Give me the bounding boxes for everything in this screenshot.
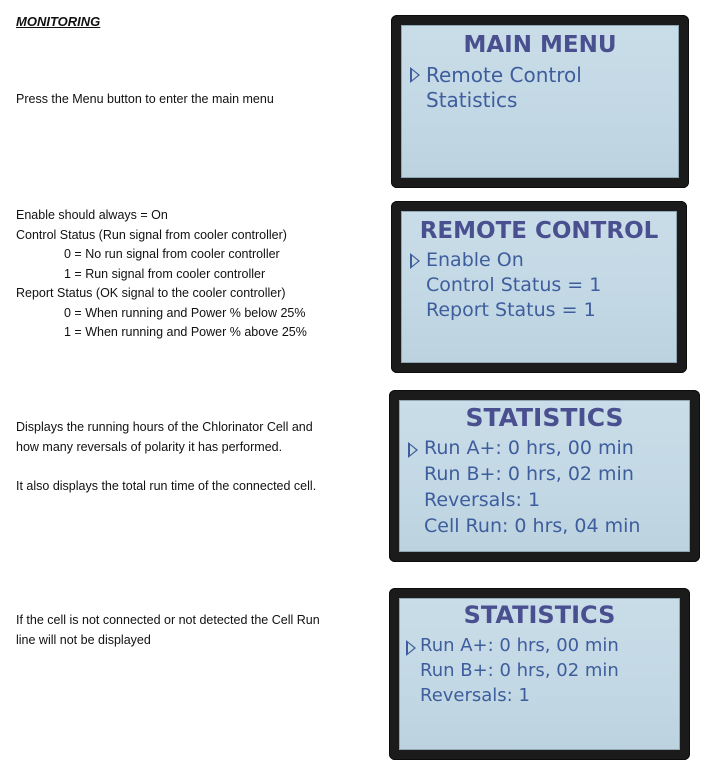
description-main-menu	[16, 90, 274, 110]
stat-run-a: Run A+: 0 hrs, 00 min	[420, 635, 619, 656]
lcd-device-statistics-no-cell	[389, 588, 690, 760]
stat-cell-run: Cell Run: 0 hrs, 04 min	[424, 515, 641, 537]
description-statistics	[16, 418, 316, 496]
description-line: 1 = Run signal from cooler controller	[64, 266, 266, 281]
menu-item-control-status: Control Status = 1	[426, 274, 602, 296]
cursor-arrow-icon	[406, 640, 416, 656]
lcd-device-statistics	[389, 390, 700, 562]
lcd-screen	[399, 598, 680, 750]
description-line: how many reversals of polarity it has performed.	[16, 439, 283, 454]
lcd-title: MAIN MENU	[463, 32, 617, 58]
description-line: It also displays the total run time of the connected cell.	[16, 478, 317, 493]
menu-item-enable[interactable]: Enable On	[426, 249, 524, 271]
stat-reversals: Reversals: 1	[420, 685, 530, 706]
description-line: Report Status (OK signal to the cooler controller)	[16, 286, 286, 300]
description-line: line will not be displayed	[16, 632, 151, 647]
lcd-device-main-menu	[391, 15, 689, 188]
description-line: 1 = When running and Power % above 25%	[64, 325, 307, 339]
cursor-arrow-icon	[410, 253, 420, 269]
lcd-title: REMOTE CONTROL	[419, 218, 659, 244]
description-line: Control Status (Run signal from cooler controller)	[16, 227, 287, 242]
lcd-screen	[401, 25, 679, 178]
description-statistics-no-cell	[16, 611, 320, 650]
description-line: Enable should always = On	[16, 208, 168, 222]
lcd-screen	[401, 211, 677, 363]
cursor-arrow-icon	[410, 67, 420, 83]
lcd-screen	[399, 400, 690, 552]
description-line: 0 = No run signal from cooler controller	[64, 247, 280, 261]
lcd-device-remote-control	[391, 201, 687, 373]
lcd-title: STATISTICS	[465, 403, 624, 432]
stat-reversals: Reversals: 1	[424, 489, 541, 511]
lcd-title: STATISTICS	[463, 601, 616, 629]
menu-item-remote-control[interactable]: Remote Control	[426, 63, 582, 87]
description-line: Press the Menu button to enter the main menu	[16, 92, 274, 106]
stat-run-b: Run B+: 0 hrs, 02 min	[420, 660, 619, 681]
description-line: Displays the running hours of the Chlorinator Cell and	[16, 420, 313, 434]
description-line: If the cell is not connected or not detected the Cell Run	[16, 613, 320, 627]
description-line: 0 = When running and Power % below 25%	[64, 305, 306, 320]
stat-run-a: Run A+: 0 hrs, 00 min	[424, 437, 634, 459]
menu-item-statistics[interactable]: Statistics	[426, 88, 518, 112]
stat-run-b: Run B+: 0 hrs, 02 min	[424, 463, 634, 485]
description-remote-control	[16, 206, 307, 343]
section-heading: MONITORING	[16, 14, 101, 29]
menu-item-report-status: Report Status = 1	[426, 299, 596, 321]
cursor-arrow-icon	[408, 442, 418, 458]
